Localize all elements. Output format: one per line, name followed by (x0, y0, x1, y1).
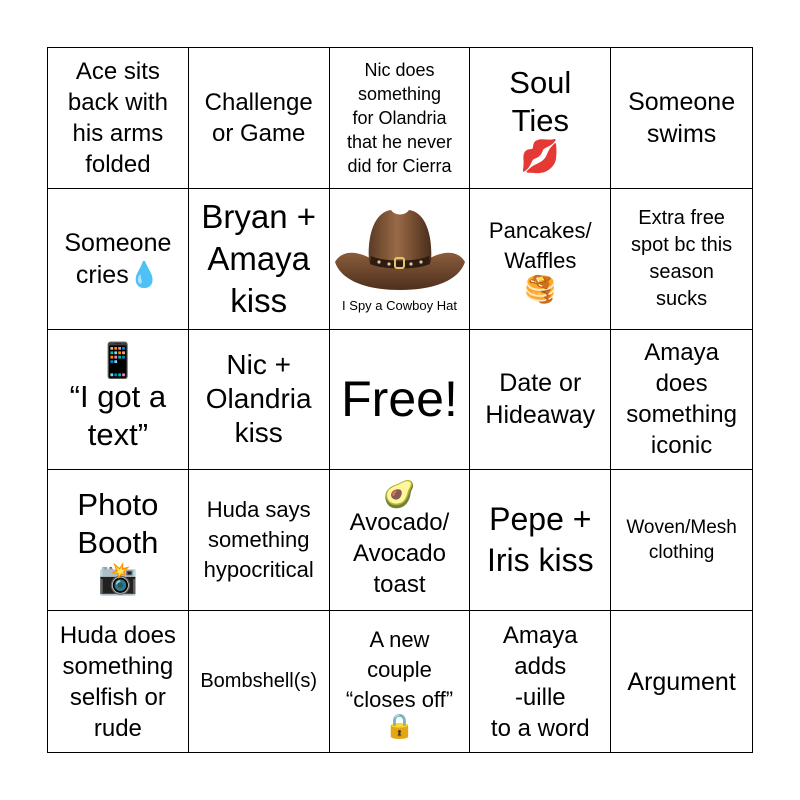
bingo-cell-bryan-amaya-kiss[interactable] (189, 189, 330, 330)
bingo-cell-avocado[interactable] (330, 470, 471, 611)
lock-icon: 🔒 (384, 712, 415, 740)
cell-label: A new couple “closes off” (345, 626, 454, 712)
bingo-cell-date-or-hideaway[interactable] (470, 330, 611, 471)
cell-caption: I Spy a Cowboy Hat (342, 298, 457, 314)
cell-label: Bombshell(s) (200, 670, 318, 693)
bingo-cell-pancakes-waffles[interactable] (470, 189, 611, 330)
cell-label (64, 227, 171, 291)
cell-label: Pepe + Iris kiss (486, 501, 594, 579)
bingo-cell-bombshells[interactable] (189, 611, 330, 752)
bingo-cell-cowboy-hat[interactable] (330, 189, 471, 330)
cell-label: Extra free spot bc this season sucks (631, 206, 733, 310)
cell-label: Nic does something for Olandria that he never did for Cierra (346, 59, 453, 176)
cell-label: Photo Booth (77, 487, 159, 561)
cell-label: Soul Ties (509, 64, 572, 138)
bingo-cell-ace-arms-folded[interactable] (48, 48, 189, 189)
bingo-cell-huda-selfish[interactable] (48, 611, 189, 752)
cell-label: Pancakes/ Waffles (488, 217, 592, 273)
cell-label: Date or Hideaway (485, 369, 596, 430)
pancakes-icon: 🥞 (524, 273, 557, 304)
bingo-cell-free[interactable] (330, 330, 471, 471)
cell-label: Amaya adds -uille to a word (490, 621, 590, 742)
bingo-cell-photo-booth[interactable] (48, 470, 189, 611)
cell-label: Huda does something selfish or rude (59, 621, 176, 742)
cell-label: Amaya does something iconic (626, 339, 737, 460)
lips-icon: 💋 (520, 137, 561, 174)
bingo-cell-huda-hypocritical[interactable] (189, 470, 330, 611)
bingo-cell-got-a-text[interactable] (48, 330, 189, 471)
cell-label: Bryan + Amaya kiss (201, 197, 317, 319)
bingo-cell-amaya-iconic[interactable] (611, 330, 752, 471)
camera-flash-icon: 📸 (97, 560, 138, 597)
bingo-cell-challenge-or-game[interactable] (189, 48, 330, 189)
cell-label: “I got a text” (69, 379, 167, 453)
cell-label: Huda says something hypocritical (203, 497, 314, 583)
cell-label: Challenge or Game (204, 88, 313, 147)
bingo-cell-argument[interactable] (611, 611, 752, 752)
bingo-cell-extra-free-spot[interactable] (611, 189, 752, 330)
phone-icon: 📱 (96, 342, 140, 381)
free-label: Free! (341, 371, 458, 428)
avocado-icon: 🥑 (383, 478, 416, 509)
cowboy-hat-icon (331, 204, 469, 296)
cell-label: Nic + Olandria kiss (205, 349, 312, 449)
cell-label: Woven/Mesh clothing (626, 517, 737, 564)
bingo-cell-new-couple-closes-off[interactable] (330, 611, 471, 752)
bingo-cell-amaya-uille[interactable] (470, 611, 611, 752)
cell-label: Someone swims (628, 87, 736, 148)
bingo-cell-nic-olandria-kiss[interactable] (189, 330, 330, 471)
cell-label: Ace sits back with his arms folded (67, 57, 168, 178)
bingo-cell-soul-ties[interactable] (470, 48, 611, 189)
bingo-cell-nic-does-something[interactable] (330, 48, 471, 189)
bingo-cell-woven-mesh[interactable] (611, 470, 752, 611)
bingo-cell-someone-cries[interactable] (48, 189, 189, 330)
bingo-cell-someone-swims[interactable] (611, 48, 752, 189)
droplet-icon: 💧 (128, 260, 160, 289)
bingo-cell-pepe-iris-kiss[interactable] (470, 470, 611, 611)
cell-label: Argument (627, 667, 736, 696)
bingo-board (47, 47, 753, 753)
cell-label: Avocado/ Avocado toast (349, 508, 450, 598)
cell-label-text: Someone cries (64, 228, 172, 289)
